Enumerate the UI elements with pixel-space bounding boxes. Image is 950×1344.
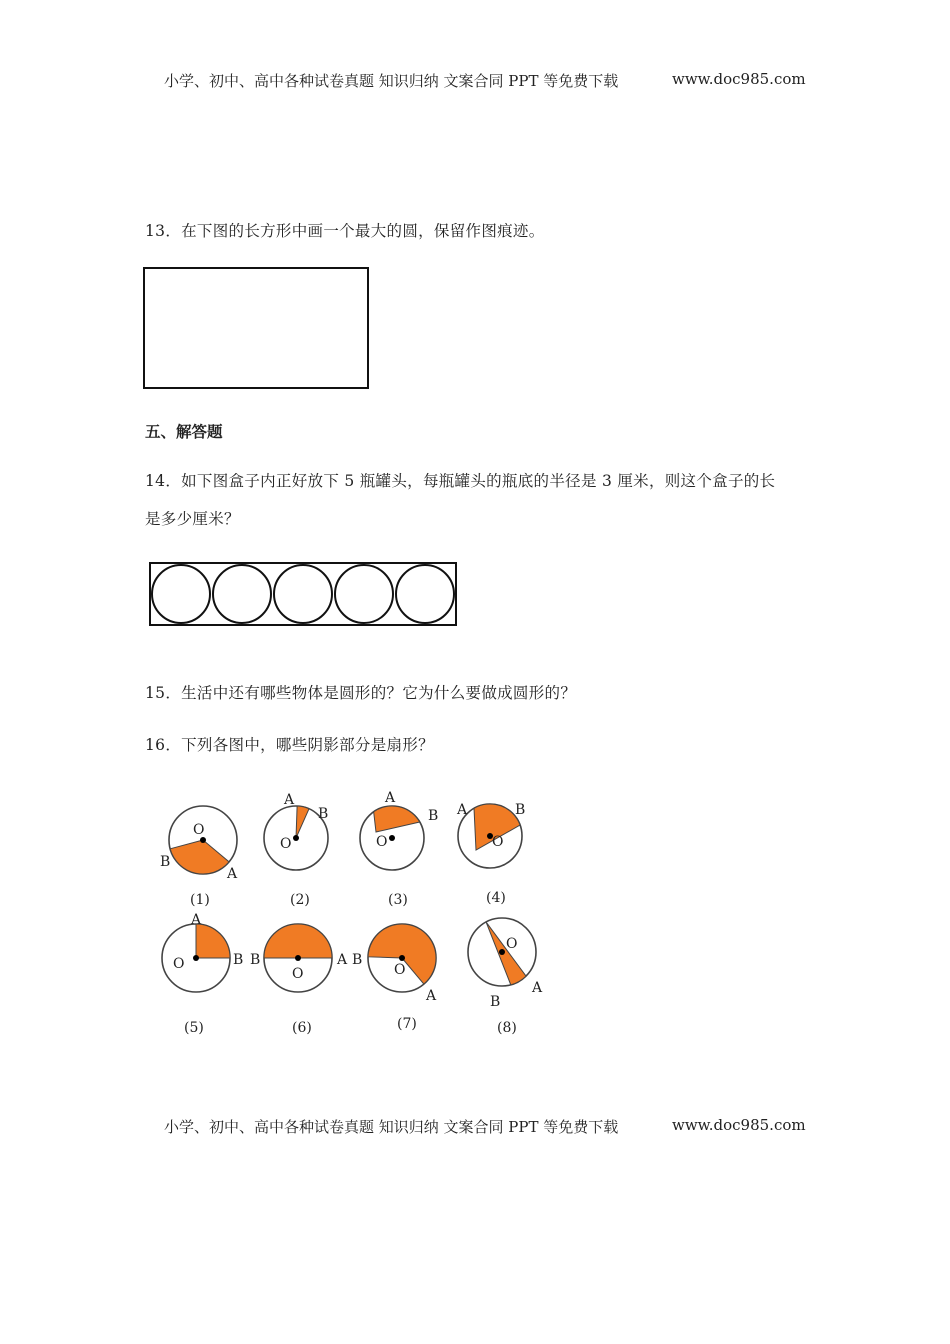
label-b-5: B xyxy=(233,952,244,968)
label-a-7: A xyxy=(426,988,437,1004)
caption-8: (8) xyxy=(497,1020,517,1036)
can-circle xyxy=(152,565,210,623)
label-a-4: A xyxy=(457,802,468,818)
question-13: 13．在下图的长方形中画一个最大的圆，保留作图痕迹。 xyxy=(145,222,545,240)
header-text: 小学、初中、高中各种试卷真题 知识归纳 文案合同 PPT 等免费下载 xyxy=(164,72,619,90)
label-b-6: B xyxy=(250,952,261,968)
center-dot-8 xyxy=(499,949,505,955)
center-dot-7 xyxy=(399,955,405,961)
label-b-3: B xyxy=(428,808,439,824)
can-circle xyxy=(396,565,454,623)
q14-box-figure xyxy=(146,558,462,630)
label-o-5: O xyxy=(173,956,185,972)
shaded-sector-6 xyxy=(264,924,332,958)
center-dot-6 xyxy=(295,955,301,961)
label-b-1: B xyxy=(160,854,171,870)
caption-5: (5) xyxy=(184,1020,204,1036)
can-circle xyxy=(274,565,332,623)
center-dot-5 xyxy=(193,955,199,961)
caption-6: (6) xyxy=(292,1020,312,1036)
header-url: www.doc985.com xyxy=(672,70,806,88)
question-15: 15．生活中还有哪些物体是圆形的？它为什么要做成圆形的？ xyxy=(145,684,577,702)
section-title: 五、解答题 xyxy=(145,422,223,441)
caption-1: (1) xyxy=(190,892,210,908)
label-o-3: O xyxy=(376,834,388,850)
label-b-4: B xyxy=(515,802,526,818)
footer-text: 小学、初中、高中各种试卷真题 知识归纳 文案合同 PPT 等免费下载 xyxy=(164,1118,619,1136)
label-o-1: O xyxy=(193,822,205,838)
label-b-2: B xyxy=(318,806,329,822)
label-o-7: O xyxy=(394,962,406,978)
box xyxy=(150,563,456,625)
label-b-8: B xyxy=(490,994,501,1010)
label-a-2: A xyxy=(284,792,295,808)
label-o-6: O xyxy=(292,966,304,982)
footer-url: www.doc985.com xyxy=(672,1116,806,1134)
caption-2: (2) xyxy=(290,892,310,908)
shaded-sector-5 xyxy=(196,924,230,958)
caption-7: (7) xyxy=(397,1016,417,1032)
label-a-8: A xyxy=(532,980,543,996)
label-o-4: O xyxy=(492,834,504,850)
q16-sector-figures xyxy=(140,780,560,1050)
question-16: 16．下列各图中，哪些阴影部分是扇形？ xyxy=(145,736,434,754)
label-a-6: A xyxy=(337,952,348,968)
label-a-3: A xyxy=(385,790,396,806)
label-a-1: A xyxy=(227,866,238,882)
center-dot-2 xyxy=(293,835,299,841)
caption-3: (3) xyxy=(388,892,408,908)
can-circle xyxy=(213,565,271,623)
caption-4: (4) xyxy=(486,890,506,906)
label-a-5: A xyxy=(191,912,202,928)
center-dot-3 xyxy=(389,835,395,841)
q13-rectangle xyxy=(140,264,374,394)
label-o-8: O xyxy=(506,936,518,952)
can-circle xyxy=(335,565,393,623)
label-o-2: O xyxy=(280,836,292,852)
question-14-line2: 是多少厘米？ xyxy=(145,510,240,528)
label-b-7: B xyxy=(352,952,363,968)
question-14-line1: 14．如下图盒子内正好放下 5 瓶罐头，每瓶罐头的瓶底的半径是 3 厘米，则这个盒子的长 xyxy=(145,472,776,490)
